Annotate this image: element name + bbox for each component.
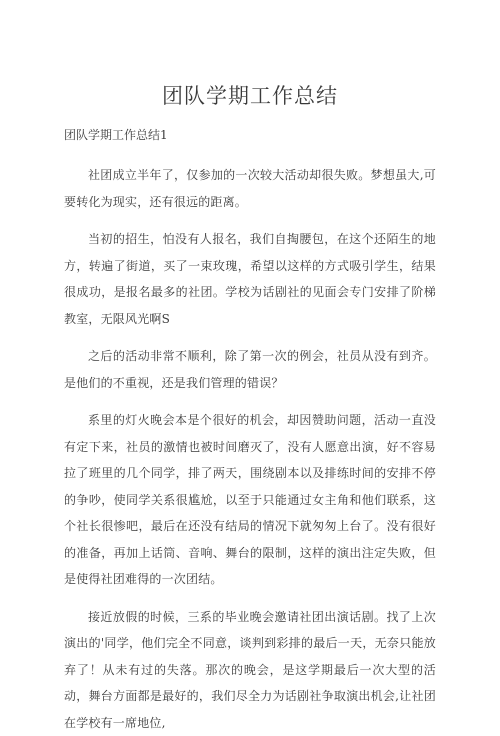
document-title: 团队学期工作总结	[64, 82, 436, 110]
paragraph-1: 社团成立半年了，仅参加的一次较大活动却很失败。梦想虽大,可要转化为现实，还有很远的距离。	[64, 162, 436, 215]
paragraph-4: 系里的灯火晚会本是个很好的机会，却因赞助问题，活动一直没有定下来，社员的激情也被时间磨灭了，没有人愿意出演，好不容易拉了班里的几个同学，排了两天，围绕剧本以及排练时间的安排不停的争吵，使同学关系很尴尬，以至于只能通过女主角和他们联系，这个社长很惨吧，最后在还没有结局的情况下就匆匆上台了。没有很好的准备，再加上话筒、音响、舞台的限制，这样的演出注定失败，但是使得社团难得的一次团结。	[64, 407, 436, 593]
paragraph-5: 接近放假的时候，三系的毕业晚会邀请社团出演话剧。找了上次演出的'同学，他们完全不同意，谈判到彩排的最后一天，无奈只能放弃了！从未有过的失落。那次的晚会，是这学期最后一次大型的活动，舞台方面都是最好的，我们尽全力为话剧社争取演出机会,让社团在学校有一席地位,	[64, 604, 436, 736]
document-subtitle: 团队学期工作总结1	[64, 124, 436, 146]
paragraph-3: 之后的活动非常不顺利，除了第一次的例会，社员从没有到齐。是他们的不重视，还是我们管理的错误？	[64, 343, 436, 396]
paragraph-2: 当初的招生，怕没有人报名，我们自掏腰包，在这个还陌生的地方，转遍了街道，买了一束玫瑰，希望以这样的方式吸引学生，结果很成功，是报名最多的社团。学校为话剧社的见面会专门安排了阶梯教室，无限风光啊S	[64, 226, 436, 332]
